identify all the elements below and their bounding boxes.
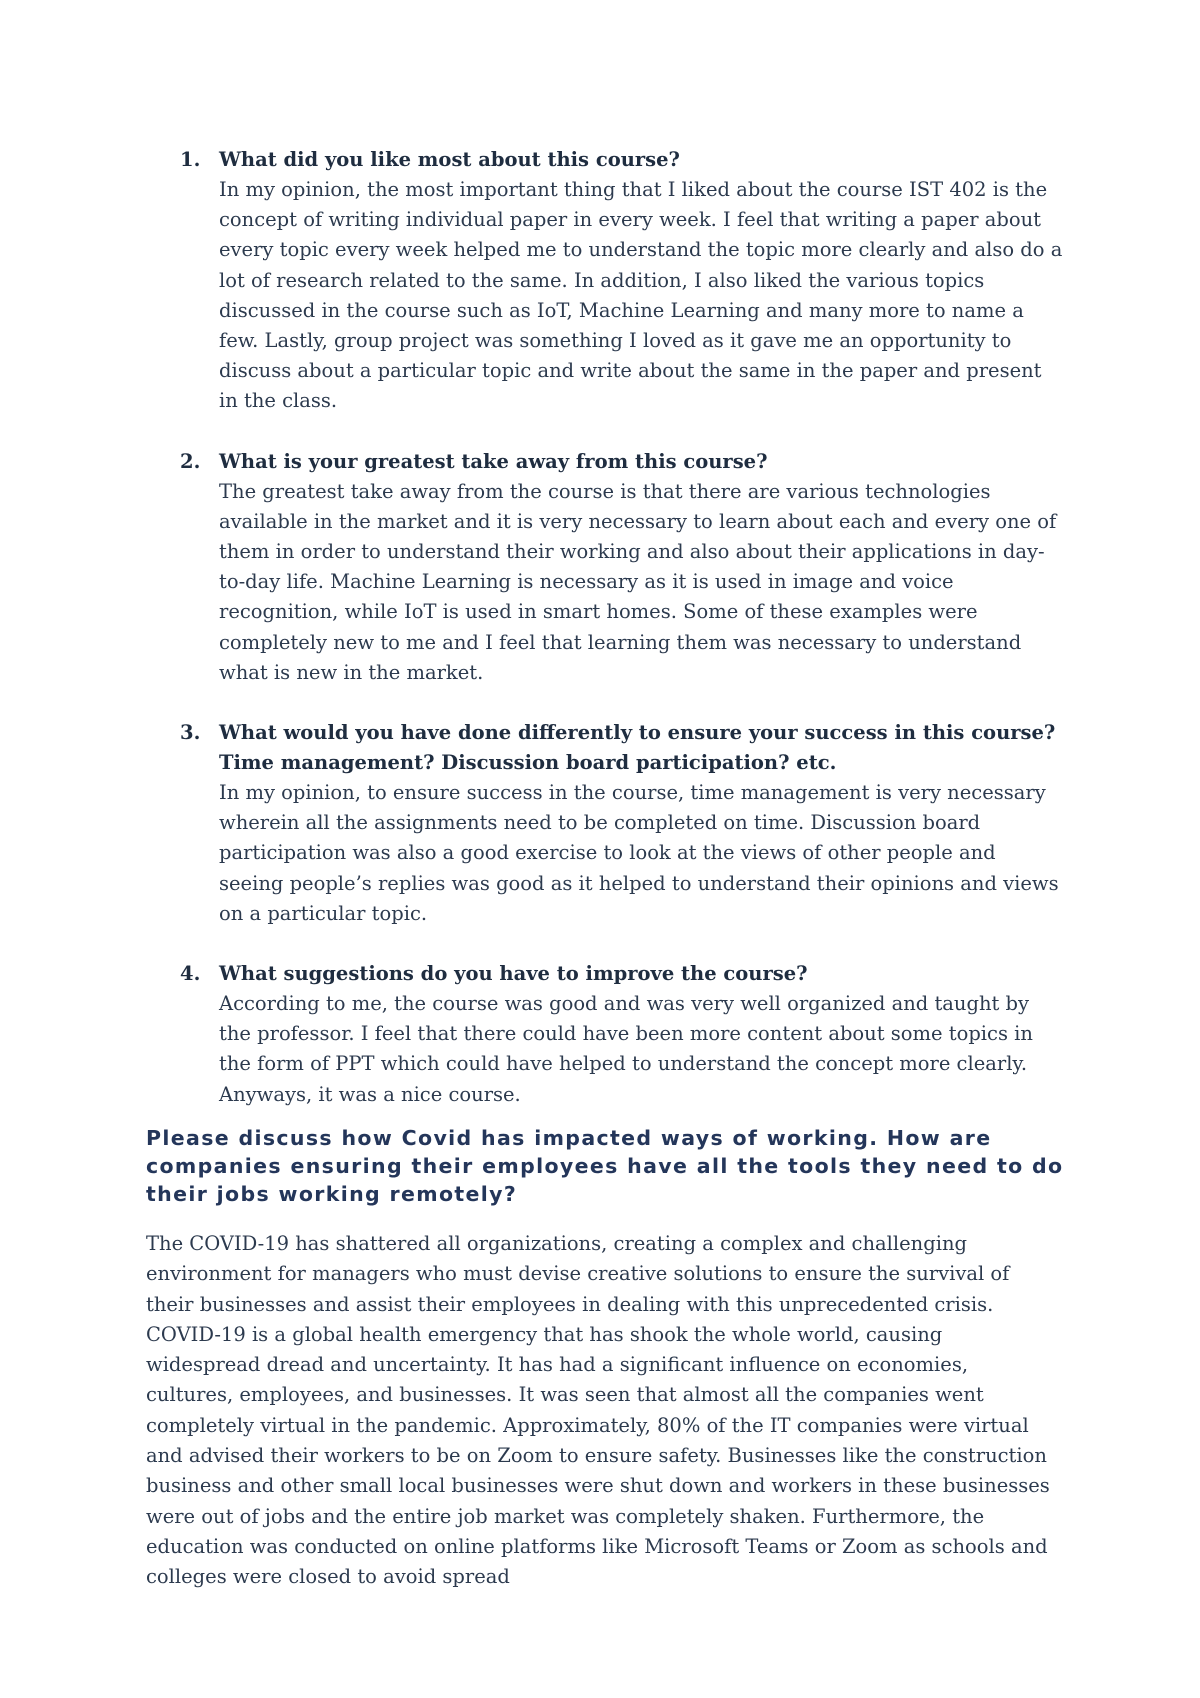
answer-text: In my opinion, the most important thing that I liked about the course IST 402 is the concept of writing individual paper in every week. I feel that writing a paper about every topic every week helped me to understand the topic more clearly and also do a lot of research related to the same. In addition, I also liked the various topics discussed in the course such as IoT, Machine Learning and many more to name a few. Lastly, group project was something I loved as it gave me an opportunity to discuss about a particular topic and write about the same in the paper and present in the class. [219,178,1063,413]
answer-text: The greatest take away from the course is that there are various technologies available in the market and it is very necessary to learn about each and every one of them in order to understand their working and also about their applications in day-to-day life. Machine Learning is necessary as it is used in image and voice recognition, while IoT is used in smart homes. Some of these examples were completely new to me and I feel that learning them was necessary to understand what is new in the market. [219,479,1057,684]
essay-body: The COVID-19 has shattered all organizations, creating a complex and challenging environment for managers who must devise creative solutions to ensure the survival of their businesses and assist their employees in dealing with this unprecedented crisis. COVID-19 is a global health emergency that has shook the whole world, causing widespread dread and uncertainty. It has had a significant influence on economies, cultures, employees, and businesses. It was seen that almost all the companies went completely virtual in the pandemic. Approximately, 80% of the IT companies were virtual and advised their workers to be on Zoom to ensure safety. Businesses like the construction business and other small local businesses were shut down and workers in these businesses were out of jobs and the entire job market was completely shaken. Furthermore, the education was conducted on online platforms like Microsoft Teams or Zoom as schools and colleges were closed to avoid spread [146,1232,1050,1589]
essay-heading: Please discuss how Covid has impacted ways of working. How are companies ensuring their employees have all the tools they need to do their jobs working remotely? [146,1126,1064,1206]
question-item-4 [180,959,1070,1110]
question-item-3 [180,718,1070,929]
answer-text: According to me, the course was good and was very well organized and taught by the professor. I feel that there could have been more content about some topics in the form of PPT which could have helped to understand the concept more clearly. Anyways, it was a nice course. [219,992,1033,1106]
course-feedback-list [180,145,1070,1140]
question-item-2 [180,447,1070,688]
question-text: What suggestions do you have to improve the course? [219,962,808,986]
question-text: What would you have done differently to ensure your success in this course? Time management? Discussion board participation? etc. [219,721,1056,775]
answer-text: In my opinion, to ensure success in the course, time management is very necessary wherein all the assignments need to be completed on time. Discussion board participation was also a good exercise to look at the views of other people and seeing people’s replies was good as it helped to understand their opinions and views on a particular topic. [219,781,1059,925]
question-number: 4. [180,962,201,986]
question-item-1 [180,145,1070,417]
question-number: 3. [180,721,201,745]
question-number: 2. [180,449,201,473]
question-text: What is your greatest take away from this course? [219,449,768,473]
question-number: 1. [180,148,201,171]
question-text: What did you like most about this course? [219,148,680,171]
